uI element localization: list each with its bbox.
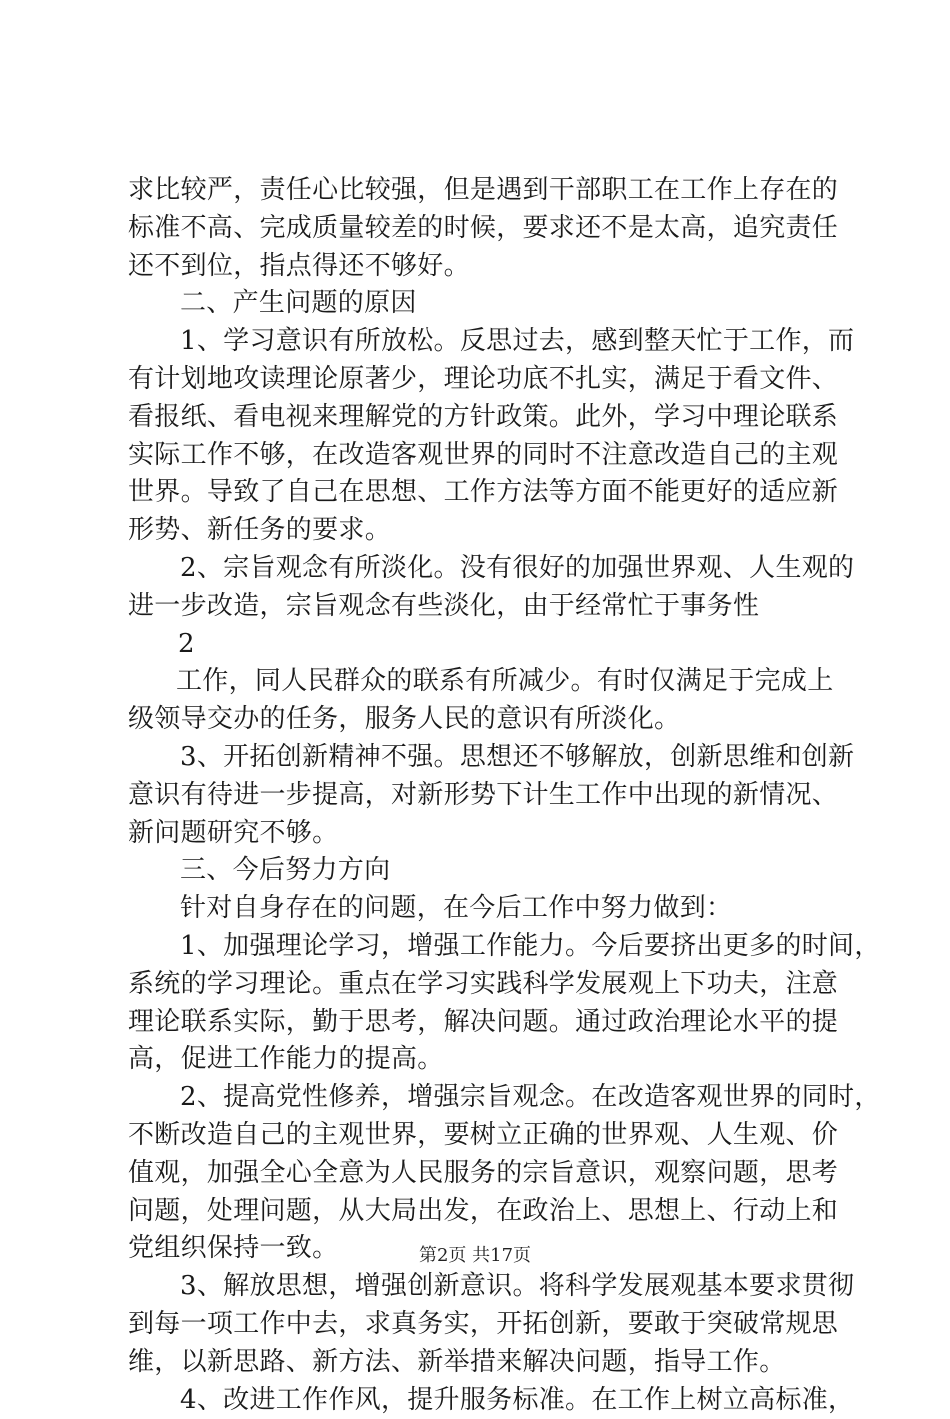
text-line: 党组织保持一致。 [128,1230,838,1268]
text-line: 工作，同人民群众的联系有所减少。有时仅满足于完成上 [128,663,838,701]
text-line: 值观，加强全心全意为人民服务的宗旨意识，观察问题，思考 [128,1155,838,1193]
page-footer: 第2页 共17页 [0,1241,950,1267]
text-line: 看报纸、看电视来理解党的方针政策。此外，学习中理论联系 [128,399,838,437]
text-line: 系统的学习理论。重点在学习实践科学发展观上下功夫，注意 [128,966,838,1004]
document-body [128,172,838,1419]
text-line: 进一步改造，宗旨观念有些淡化，由于经常忙于事务性 [128,588,838,626]
text-line: 到每一项工作中去，求真务实，开拓创新，要敢于突破常规思 [128,1306,838,1344]
text-line: 维，以新思路、新方法、新举措来解决问题，指导工作。 [128,1344,838,1382]
text-line: 级领导交办的任务，服务人民的意识有所淡化。 [128,701,838,739]
text-line: 不断改造自己的主观世界，要树立正确的世界观、人生观、价 [128,1117,838,1155]
text-line: 1、学习意识有所放松。反思过去，感到整天忙于工作，而 [128,323,838,361]
text-line: 4、改进工作作风，提升服务标准。在工作上树立高标准， [128,1382,838,1419]
text-line: 3、解放思想，增强创新意识。将科学发展观基本要求贯彻 [128,1268,838,1306]
text-line: 世界。导致了自己在思想、工作方法等方面不能更好的适应新 [128,474,838,512]
text-line: 1、加强理论学习，增强工作能力。今后要挤出更多的时间， [128,928,838,966]
text-line: 实际工作不够，在改造客观世界的同时不注意改造自己的主观 [128,437,838,475]
text-line: 有计划地攻读理论原著少，理论功底不扎实，满足于看文件、 [128,361,838,399]
text-line: 针对自身存在的问题，在今后工作中努力做到： [128,890,838,928]
text-line: 2、宗旨观念有所淡化。没有很好的加强世界观、人生观的 [128,550,838,588]
text-line: 新问题研究不够。 [128,815,838,853]
text-line: 问题，处理问题，从大局出发，在政治上、思想上、行动上和 [128,1193,838,1231]
text-line: 高，促进工作能力的提高。 [128,1041,838,1079]
inline-page-number: 2 [128,626,838,664]
text-line: 求比较严，责任心比较强，但是遇到干部职工在工作上存在的 [128,172,838,210]
text-line: 形势、新任务的要求。 [128,512,838,550]
section-heading: 三、今后努力方向 [128,852,838,890]
text-line: 意识有待进一步提高，对新形势下计生工作中出现的新情况、 [128,777,838,815]
text-line: 3、开拓创新精神不强。思想还不够解放，创新思维和创新 [128,739,838,777]
section-heading: 二、产生问题的原因 [128,285,838,323]
text-line: 还不到位，指点得还不够好。 [128,248,838,286]
text-line: 理论联系实际，勤于思考，解决问题。通过政治理论水平的提 [128,1004,838,1042]
text-line: 2、提高党性修养，增强宗旨观念。在改造客观世界的同时， [128,1079,838,1117]
text-line: 标准不高、完成质量较差的时候，要求还不是太高，追究责任 [128,210,838,248]
